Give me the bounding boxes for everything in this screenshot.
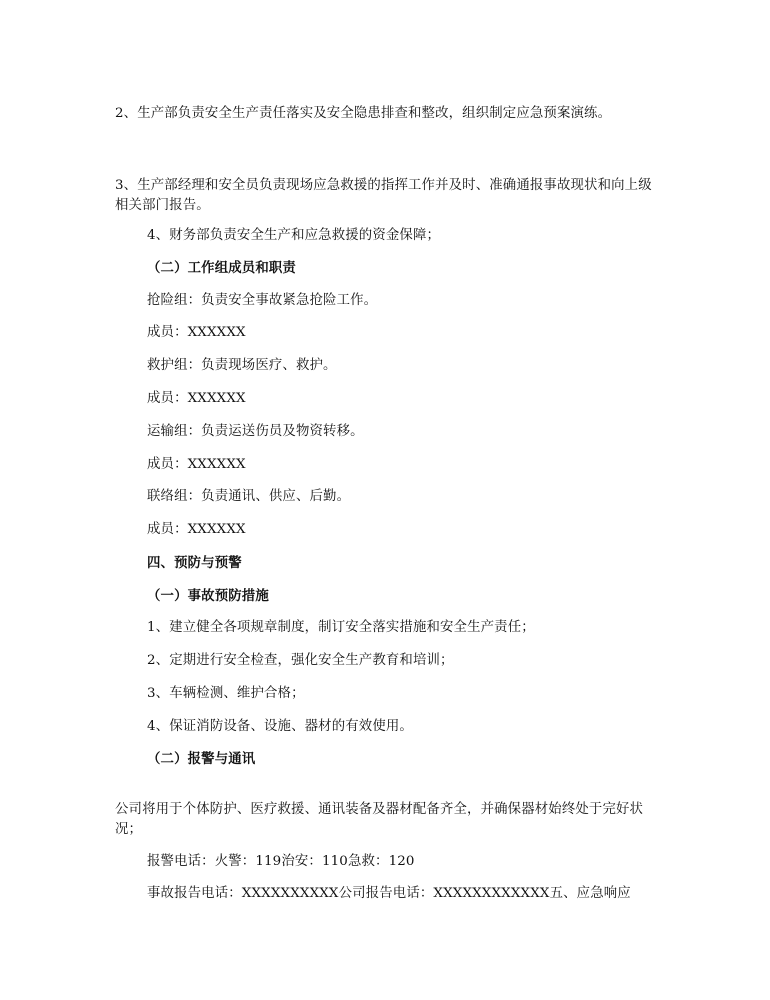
- transport-members: 成员：XXXXXX: [147, 457, 246, 472]
- heading-alarm: （二）报警与通讯: [147, 751, 256, 767]
- heading-prevention: （一）事故预防措施: [147, 588, 269, 604]
- rescue-group: 抢险组：负责安全事故紧急抢险工作。: [147, 293, 378, 308]
- prevention-item-4: 4、保证消防设备、设施、器材的有效使用。: [147, 719, 413, 734]
- liaison-group: 联络组：负责通讯、供应、后勤。: [147, 489, 351, 504]
- heading-section-4: 四、预防与预警: [147, 555, 242, 571]
- prevention-item-2: 2、定期进行安全检查，强化安全生产教育和培训；: [147, 653, 454, 668]
- paragraph-item-3: 3、生产部经理和安全员负责现场应急救援的指挥工作并及时、准确通报事故现状和向上级相关部门报告。: [115, 178, 652, 213]
- aid-group: 救护组：负责现场医疗、救护。: [147, 358, 337, 373]
- rescue-members: 成员：XXXXXX: [147, 325, 246, 340]
- paragraph-item-2: 2、生产部负责安全生产责任落实及安全隐患排查和整改，组织制定应急预案演练。: [115, 106, 612, 121]
- heading-workgroup: （二）工作组成员和职责: [147, 260, 296, 276]
- prevention-item-3: 3、车辆检测、维护合格；: [147, 686, 305, 701]
- report-phones: 事故报告电话：XXXXXXXXXX公司报告电话：XXXXXXXXXXXX五、应急响应: [147, 886, 631, 901]
- paragraph-item-4: 4、财务部负责安全生产和应急救援的资金保障；: [147, 228, 441, 243]
- liaison-members: 成员：XXXXXX: [147, 522, 246, 537]
- aid-members: 成员：XXXXXX: [147, 391, 246, 406]
- alarm-phones: 报警电话：火警：119治安：110急救：120: [147, 854, 415, 869]
- transport-group: 运输组：负责运送伤员及物资转移。: [147, 424, 364, 439]
- paragraph-equipment: 公司将用于个体防护、医疗救援、通讯装备及器材配备齐全，并确保器材始终处于完好状况；: [115, 802, 644, 837]
- prevention-item-1: 1、建立健全各项规章制度，制订安全落实措施和安全生产责任；: [147, 620, 535, 635]
